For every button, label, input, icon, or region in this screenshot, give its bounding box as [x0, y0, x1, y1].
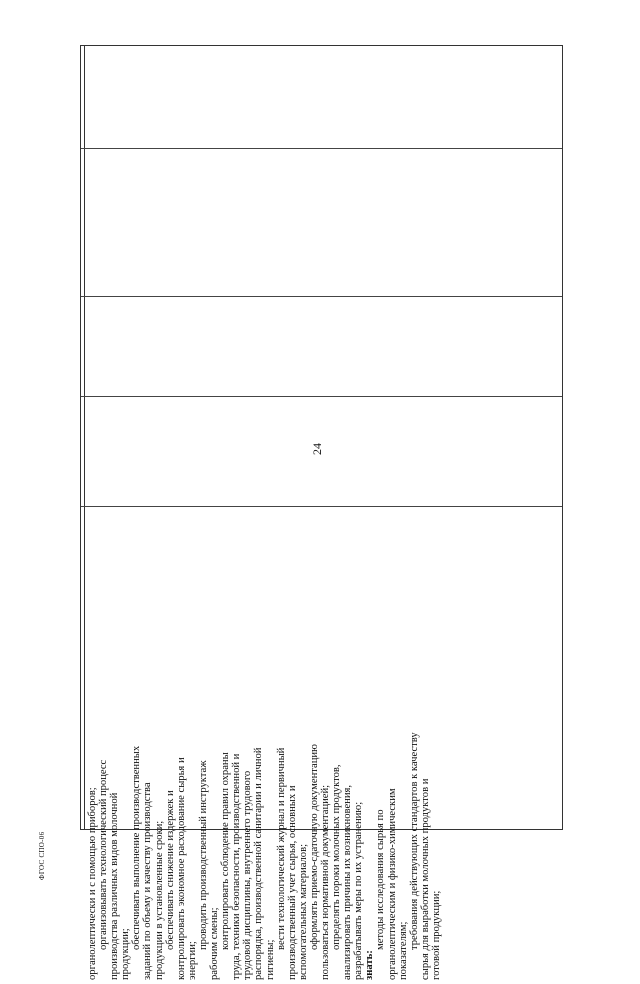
table-row-divider — [81, 296, 562, 297]
text-line: определять пороки молочных продуктов, — [331, 764, 343, 950]
text-line: органолептически и с помощью приборов; — [87, 787, 98, 980]
text-line: анализировать причины их возникновения, — [342, 784, 354, 980]
requirements-text — [85, 506, 442, 984]
text-line: продукции в установленные сроки; — [153, 820, 165, 980]
text-line: показателям; — [397, 921, 409, 980]
text-line: пользоваться нормативной документацией; — [319, 784, 331, 980]
text-line: производственный учет сырья, основных и — [286, 785, 298, 980]
text-line: знать: — [364, 950, 376, 980]
footer-code: ФГОС СПО-06 — [38, 831, 46, 880]
text-line: труда, техники безопасности, производственной и — [231, 753, 243, 980]
text-line: требования действующих стандартов к качеству — [408, 732, 420, 950]
text-line: обеспечивать выполнение производственных — [131, 745, 143, 950]
text-line: продукции; — [120, 928, 132, 980]
text-line: энергии; — [186, 941, 198, 980]
text-line: органолептическим и физико-химическим — [386, 788, 398, 980]
text-line: проводить производственный инструктаж — [197, 760, 209, 950]
competency-table — [80, 45, 563, 980]
text-line: контролировать соблюдение правил охраны — [220, 752, 232, 950]
text-line: производства различных видов молочной — [109, 792, 121, 980]
text-line: методы исследования сырья по — [375, 809, 387, 950]
content-cell — [85, 506, 563, 980]
text-line: оформлять приемо-сдаточную документацию — [308, 744, 320, 950]
table-row-divider — [81, 148, 562, 149]
text-line: гигиены; — [264, 939, 276, 980]
text-line: рабочим смены; — [209, 907, 221, 980]
table-row-divider — [81, 396, 562, 397]
text-line: разрабатывать меры по их устранению; — [353, 801, 365, 980]
text-line: обеспечивать снижение издержек и — [164, 790, 176, 950]
text-line: заданий по объему и качеству производства — [142, 782, 154, 980]
text-line: сырья для выработки молочных продуктов и — [419, 778, 431, 980]
page-number: 24 — [310, 443, 324, 455]
text-line: трудовой дисциплины, внутреннего трудового — [242, 770, 254, 980]
text-line: вспомогательных материалов; — [297, 843, 309, 980]
text-line: вести технологический журнал и первичный — [275, 747, 287, 950]
text-line: готовой продукции; — [430, 890, 442, 980]
text-line: распорядка, производственной санитарии и личной — [253, 747, 265, 980]
text-line: контролировать экономное расходование сырья и — [175, 757, 187, 980]
text-line: организовывать технологический процесс — [98, 759, 110, 950]
